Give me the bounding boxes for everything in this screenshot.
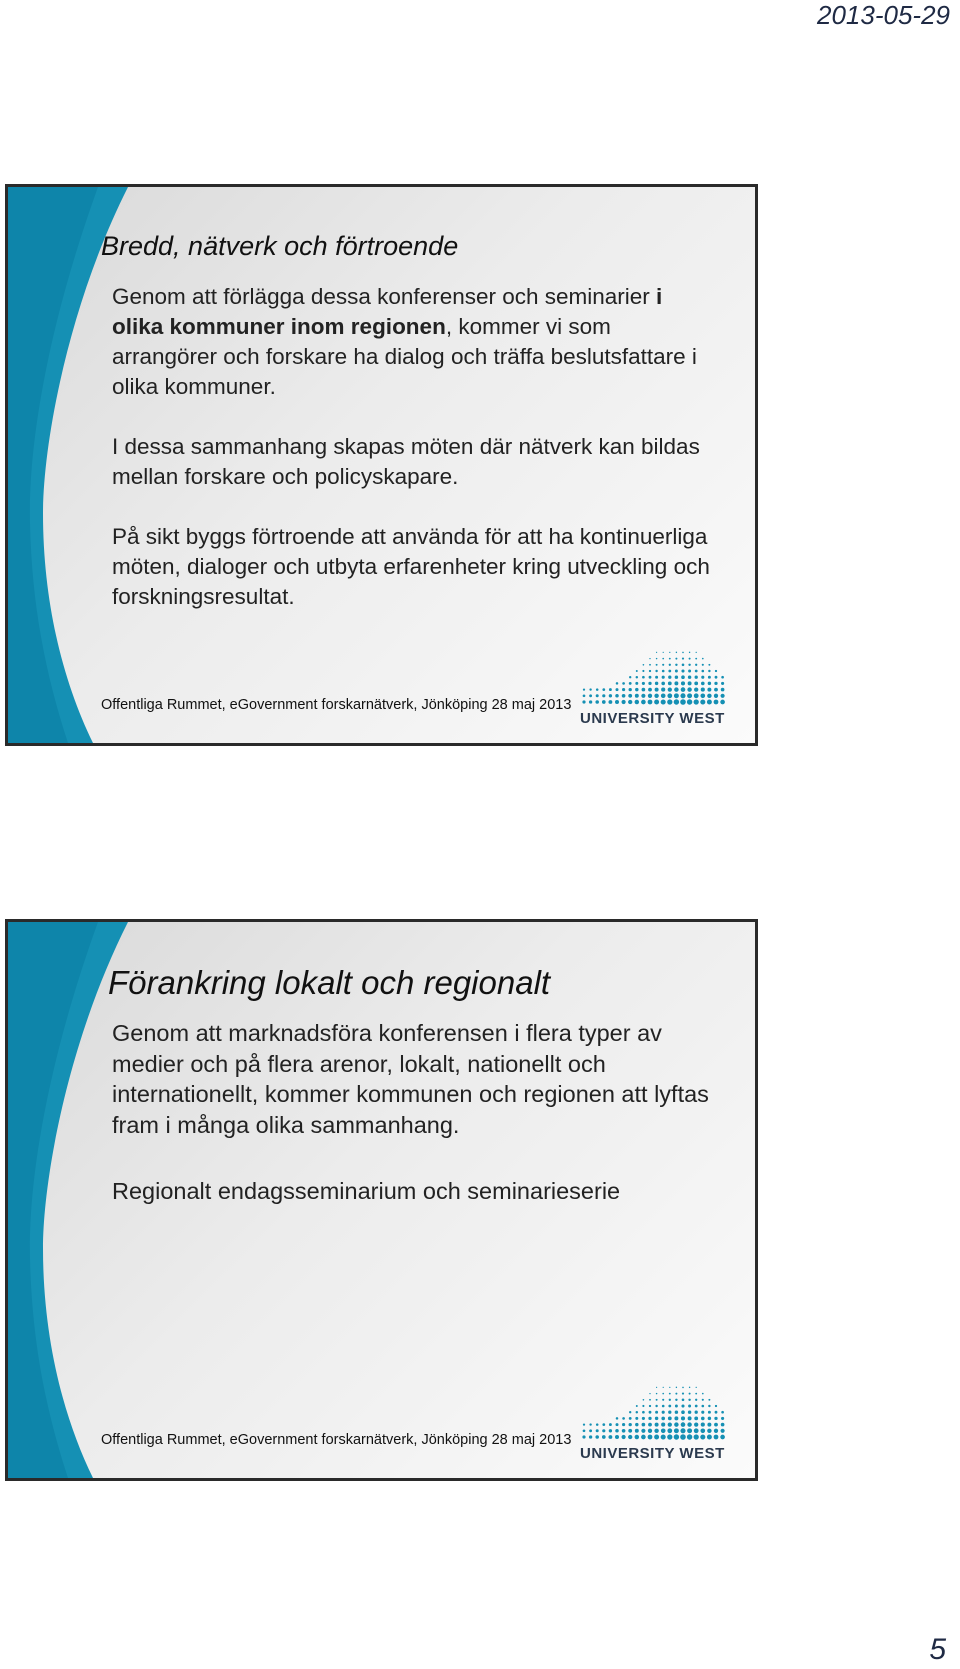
slide-footer: Offentliga Rummet, eGovernment forskarnätverk, Jönköping 28 maj 2013 [101,697,572,713]
slide-footer: Offentliga Rummet, eGovernment forskarnätverk, Jönköping 28 maj 2013 [101,1432,572,1448]
slide-title: Bredd, nätverk och förtroende [101,231,459,261]
paragraph-1: Genom att marknadsföra konferensen i flera typer av medier och på flera arenor, lokalt, nationellt och internationellt, kommer kommunen och regionen att lyftas fram i många olika sammanhang. [112,1020,709,1138]
emphasized-text: i olika kommuner inom regionen [112,284,663,339]
page-number: 5 [929,1633,946,1666]
slide-body [112,282,711,612]
slide-2 [5,919,758,1481]
paragraph-text: Genom att förlägga dessa konferenser och seminarier [112,284,657,309]
slide-1 [5,184,758,746]
paragraph-2: I dessa sammanhang skapas möten där nätverk kan bildas mellan forskare och policyskapare. [112,434,700,489]
logo-text: UNIVERSITY WEST [580,710,725,727]
paragraph-1 [112,282,711,402]
slide-title: Förankring lokalt och regionalt [108,964,551,1001]
page-date: 2013-05-29 [817,0,950,30]
blue-swoosh-decoration [8,187,128,743]
logo-text: UNIVERSITY WEST [580,1445,725,1462]
slide-body [112,1018,711,1207]
paragraph-3: På sikt byggs förtroende att använda för att ha kontinuerliga möten, dialoger och utbyta erfarenheter kring utveckling och forskningsresultat. [112,524,710,609]
university-west-logo [578,1367,730,1462]
paragraph-2: Regionalt endagsseminarium och seminarieserie [112,1178,621,1204]
blue-swoosh-decoration [8,922,128,1478]
paragraph-text: , kommer vi som arrangörer och forskare ha dialog och träffa beslutsfattare i olika kommuner. [112,314,697,399]
university-west-logo [578,632,730,727]
